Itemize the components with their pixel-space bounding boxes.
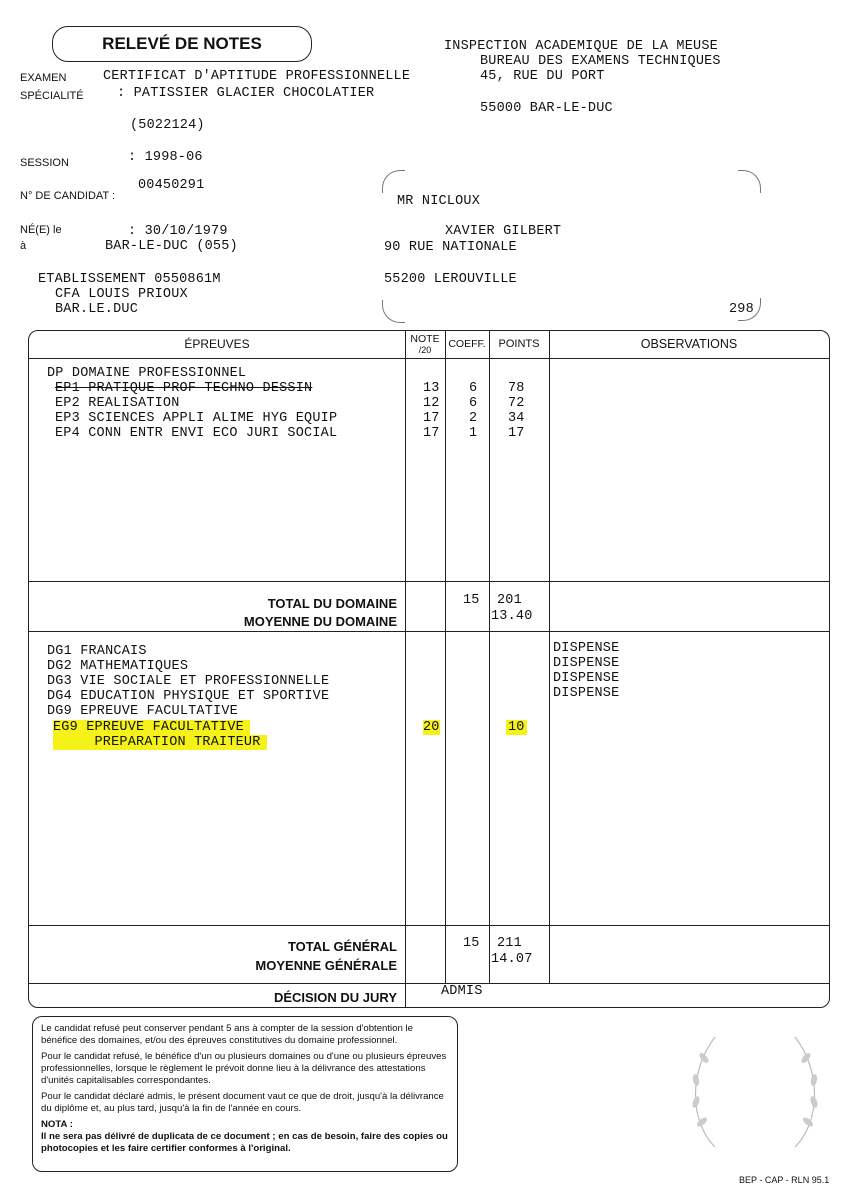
total-general-coeff: 15 — [463, 936, 480, 951]
domain-row-ep2-label: EP2 REALISATION — [55, 396, 180, 411]
recipient-street: 90 RUE NATIONALE — [384, 240, 517, 255]
general-row-dg2-label: DG2 MATHEMATIQUES — [47, 659, 189, 674]
moyenne-generale-value: 14.07 — [491, 952, 533, 967]
nota-text: Il ne sera pas délivré de duplicata de ce document ; en cas de besoin, faire des copies ou photocopies et les faire certifier conformes à l'original. — [41, 1131, 448, 1154]
header-observations: OBSERVATIONS — [640, 337, 738, 351]
domain-row-ep4-label: EP4 CONN ENTR ENVI ECO JURI SOCIAL — [55, 426, 338, 441]
etablissement-line-3: BAR.LE.DUC — [55, 302, 139, 317]
domain-row-ep1-points: 78 — [508, 381, 525, 396]
domain-row-ep1-note: 13 — [423, 381, 440, 396]
candidat-label: N° DE CANDIDAT : — [20, 190, 116, 202]
a-label: à — [20, 240, 27, 252]
eg9-label-line-2: PREPARATION TRAITEUR — [53, 735, 267, 750]
recipient-name: MR NICLOUX — [397, 194, 481, 209]
eg9-label-line-1: EG9 EPREUVE FACULTATIVE — [53, 720, 250, 735]
domain-row-ep3-points: 34 — [508, 411, 525, 426]
issuer-line-3: 45, RUE DU PORT — [480, 69, 605, 84]
domain-row-ep1-coeff: 6 — [469, 381, 478, 396]
domain-title: DP DOMAINE PROFESSIONNEL — [47, 366, 247, 381]
domain-row-ep1-label: EP1 PRATIQUE PROF TECHNO DESSIN — [55, 381, 313, 396]
decision-label: DÉCISION DU JURY — [273, 990, 397, 1005]
moyenne-domaine-value: 13.40 — [491, 609, 533, 624]
total-domaine-coeff: 15 — [463, 593, 480, 608]
ne-value: : 30/10/1979 — [128, 224, 228, 239]
nota-title: NOTA : — [41, 1119, 73, 1130]
note-paragraph-3: Pour le candidat déclaré admis, le présent document vaut ce que de droit, jusqu'à la délivrance du diplôme et, au plus tard, jusqu'à la fin de l'année en cours. — [41, 1091, 444, 1114]
total-general-points: 211 — [497, 936, 522, 951]
wreath-seal-icon — [680, 1012, 830, 1162]
window-corner-bl — [382, 300, 405, 323]
issuer-line-4: 55000 BAR-LE-DUC — [480, 101, 613, 116]
ne-label: NÉ(E) le — [20, 224, 62, 236]
examen-label: EXAMEN — [20, 72, 67, 84]
header-epreuves: ÉPREUVES — [184, 337, 250, 351]
specialite-code: (5022124) — [130, 118, 205, 133]
header-note-label: NOTE — [410, 333, 440, 345]
specialite-value: : PATISSIER GLACIER CHOCOLATIER — [117, 86, 375, 101]
eg9-note: 20 — [423, 720, 440, 735]
etablissement-line-1: ETABLISSEMENT 0550861M — [38, 272, 221, 287]
domain-row-ep3-label: EP3 SCIENCES APPLI ALIME HYG EQUIP — [55, 411, 338, 426]
eg9-points: 10 — [508, 720, 525, 735]
window-corner-tr — [738, 170, 761, 193]
moyenne-domaine-label: MOYENNE DU DOMAINE — [243, 614, 397, 629]
recipient-city: 55200 LEROUVILLE — [384, 272, 517, 287]
header-points: POINTS — [498, 338, 540, 350]
moyenne-generale-label: MOYENNE GÉNÉRALE — [255, 958, 397, 973]
header-coeff: COEFF. — [448, 338, 486, 350]
total-general-label: TOTAL GÉNÉRAL — [287, 939, 397, 954]
footer-form-ref: BEP - CAP - RLN 95.1 — [739, 1175, 830, 1185]
candidat-value: 00450291 — [138, 178, 205, 193]
session-value: : 1998-06 — [128, 150, 203, 165]
decision-value: ADMIS — [441, 984, 483, 999]
general-row-dg4-obs: DISPENSE — [553, 686, 620, 701]
page-reference: 298 — [729, 302, 754, 317]
issuer-line-1: INSPECTION ACADEMIQUE DE LA MEUSE — [444, 39, 718, 54]
domain-row-ep2-coeff: 6 — [469, 396, 478, 411]
examen-value: CERTIFICAT D'APTITUDE PROFESSIONNELLE — [103, 69, 411, 84]
general-row-dg2-obs: DISPENSE — [553, 656, 620, 671]
issuer-line-2: BUREAU DES EXAMENS TECHNIQUES — [480, 54, 721, 69]
note-paragraph-2: Pour le candidat refusé, le bénéfice d'un ou plusieurs domaines ou d'une ou plusieurs épreuves professionnelles, lorsque le règlement le prévoit donne lieu à la délivrance des attestations d'unités capitalisables correspondantes. — [41, 1051, 447, 1086]
general-row-dg9-label: DG9 EPREUVE FACULTATIVE — [47, 704, 238, 719]
note-paragraph-1: Le candidat refusé peut conserver pendant 5 ans à compter de la session d'obtention le bénéfice des domaines, et/ou des épreuves constitutives du domaine professionnel. — [41, 1023, 413, 1046]
general-row-dg4-label: DG4 EDUCATION PHYSIQUE ET SPORTIVE — [47, 689, 330, 704]
header-note-sub: /20 — [418, 345, 432, 355]
window-corner-tl — [382, 170, 405, 193]
document-title: RELEVÉ DE NOTES — [52, 26, 312, 62]
general-row-dg1-obs: DISPENSE — [553, 641, 620, 656]
specialite-label: SPÉCIALITÉ — [20, 90, 84, 102]
session-label: SESSION — [20, 157, 69, 169]
header-note — [405, 331, 445, 361]
total-domaine-points: 201 — [497, 593, 522, 608]
domain-row-ep2-points: 72 — [508, 396, 525, 411]
general-row-dg1-label: DG1 FRANCAIS — [47, 644, 147, 659]
domain-row-ep3-note: 17 — [423, 411, 440, 426]
results-table — [28, 330, 830, 1008]
domain-row-ep4-points: 17 — [508, 426, 525, 441]
general-row-dg3-obs: DISPENSE — [553, 671, 620, 686]
total-domaine-label: TOTAL DU DOMAINE — [267, 596, 397, 611]
etablissement-line-2: CFA LOUIS PRIOUX — [55, 287, 188, 302]
recipient-firstnames: XAVIER GILBERT — [445, 224, 562, 239]
general-row-dg3-label: DG3 VIE SOCIALE ET PROFESSIONNELLE — [47, 674, 330, 689]
domain-row-ep4-coeff: 1 — [469, 426, 478, 441]
legal-notes — [32, 1016, 458, 1172]
domain-row-ep3-coeff: 2 — [469, 411, 478, 426]
domain-row-ep2-note: 12 — [423, 396, 440, 411]
domain-row-ep4-note: 17 — [423, 426, 440, 441]
a-value: BAR-LE-DUC (055) — [105, 239, 238, 254]
